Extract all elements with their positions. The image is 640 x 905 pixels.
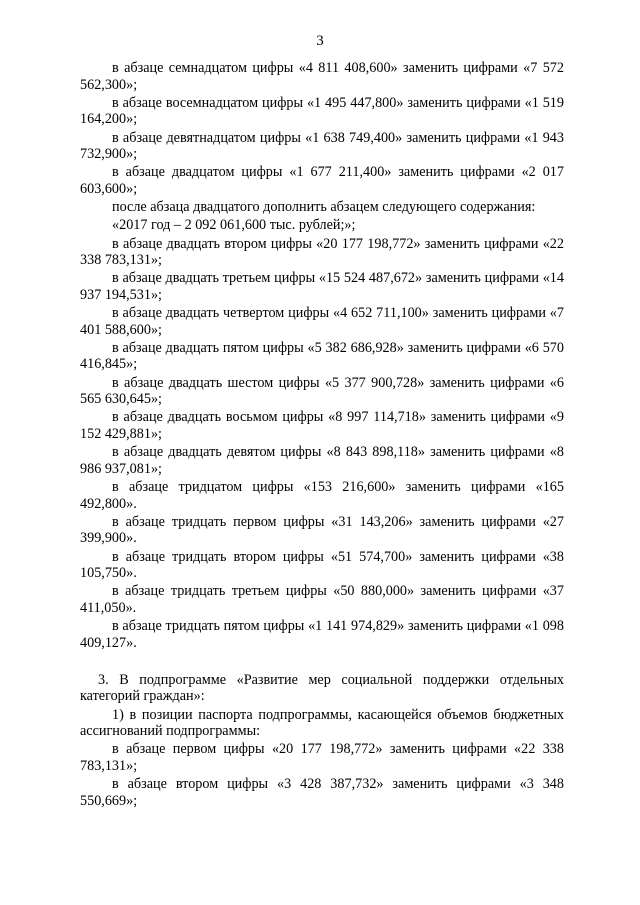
- page-number: 3: [316, 33, 324, 49]
- paragraph-16: в абзаце тридцать втором цифры «51 574,700» заменить цифрами «38 105,750».: [80, 548, 564, 582]
- section-paragraph-1: 1) в позиции паспорта подпрограммы, касающейся объемов бюджетных ассигнований подпрограммы:: [80, 706, 564, 740]
- paragraph-3: в абзаце девятнадцатом цифры «1 638 749,400» заменить цифрами «1 943 732,900»;: [80, 129, 564, 163]
- paragraph-2: в абзаце восемнадцатом цифры «1 495 447,800» заменить цифрами «1 519 164,200»;: [80, 94, 564, 128]
- paragraph-6: «2017 год – 2 092 061,600 тыс. рублей;»;: [112, 217, 356, 234]
- paragraph-15: в абзаце тридцать первом цифры «31 143,206» заменить цифрами «27 399,900».: [80, 513, 564, 547]
- section-paragraph-3: в абзаце втором цифры «3 428 387,732» заменить цифрами «3 348 550,669»;: [80, 776, 564, 809]
- paragraph-8: в абзаце двадцать третьем цифры «15 524 487,672» заменить цифрами «14 937 194,531»;: [80, 270, 564, 303]
- paragraph-9: в абзаце двадцать четвертом цифры «4 652 711,100» заменить цифрами «7 401 588,600»;: [80, 305, 564, 338]
- section-spacer: [80, 653, 564, 672]
- paragraph-13: в абзаце двадцать девятом цифры «8 843 898,118» заменить цифрами «8 986 937,081»;: [80, 444, 564, 477]
- paragraph-4: в абзаце двадцатом цифры «1 677 211,400» заменить цифрами «2 017 603,600»;: [80, 164, 564, 197]
- section-heading: 3. В подпрограмме «Развитие мер социальной поддержки отдельных категорий граждан»:: [80, 671, 564, 705]
- paragraph-17: в абзаце тридцать третьем цифры «50 880,000» заменить цифрами «37 411,050».: [80, 583, 564, 616]
- document-body: [80, 60, 564, 811]
- paragraph-10: в абзаце двадцать пятом цифры «5 382 686,928» заменить цифрами «6 570 416,845»;: [80, 339, 564, 373]
- paragraph-5: после абзаца двадцатого дополнить абзацем следующего содержания:: [112, 199, 536, 216]
- paragraph-11: в абзаце двадцать шестом цифры «5 377 900,728» заменить цифрами «6 565 630,645»;: [80, 374, 564, 408]
- paragraph-12: в абзаце двадцать восьмом цифры «8 997 114,718» заменить цифрами «9 152 429,881»;: [80, 409, 564, 442]
- section-paragraph-2: в абзаце первом цифры «20 177 198,772» заменить цифрами «22 338 783,131»;: [80, 741, 564, 775]
- paragraph-7: в абзаце двадцать втором цифры «20 177 198,772» заменить цифрами «22 338 783,131»;: [80, 235, 564, 269]
- paragraph-1: в абзаце семнадцатом цифры «4 811 408,600» заменить цифрами «7 572 562,300»;: [80, 60, 564, 93]
- paragraph-14: в абзаце тридцатом цифры «153 216,600» заменить цифрами «165 492,800».: [80, 478, 564, 512]
- paragraph-18: в абзаце тридцать пятом цифры «1 141 974,829» заменить цифрами «1 098 409,127».: [80, 618, 564, 651]
